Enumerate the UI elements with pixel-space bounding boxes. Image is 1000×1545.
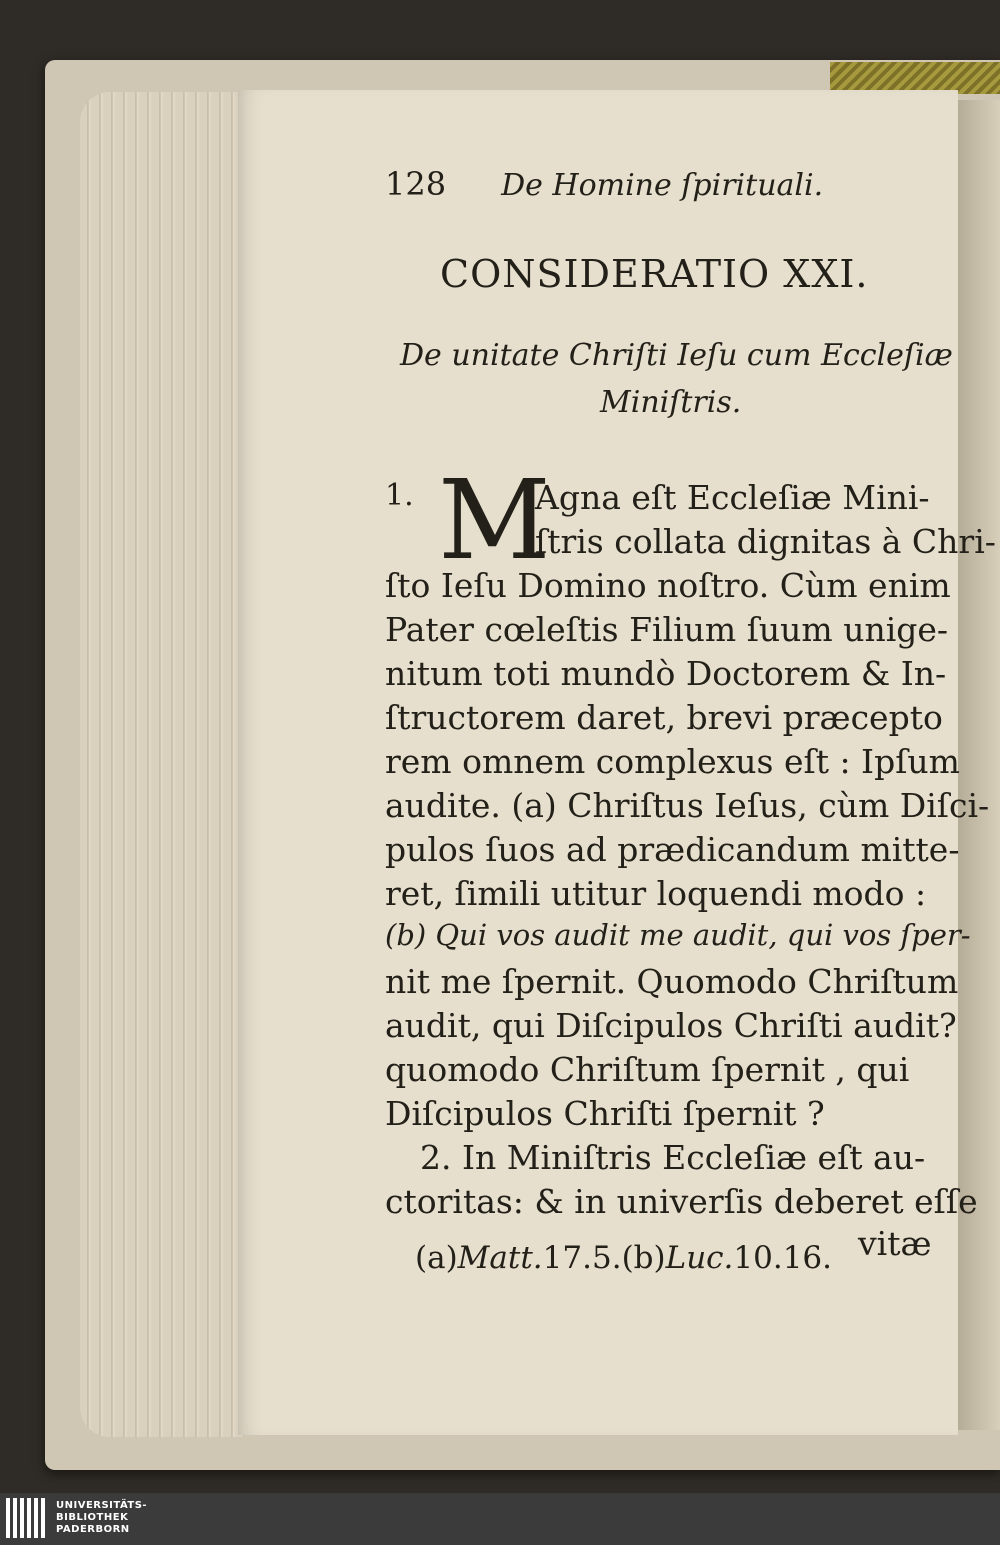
body-line: pulos ſuos ad prædicandum mitte- xyxy=(385,830,960,869)
body-line: ctoritas: & in univerſis deberet eſſe xyxy=(385,1182,978,1221)
body-line: ſto Ieſu Domino noſtro. Cùm enim xyxy=(385,566,951,605)
library-name-line-3: PADERBORN xyxy=(56,1524,130,1535)
chapter-subtitle-line-1: De unitate Chriſti Ieſu cum Eccleſiæ xyxy=(400,338,953,373)
footnote-a-num: 17.5. xyxy=(542,1240,622,1276)
footnote-a-ref: Matt. xyxy=(457,1240,543,1276)
page-number: 128 xyxy=(385,165,447,203)
running-title: De Homine ſpirituali. xyxy=(501,168,824,203)
running-head xyxy=(385,165,823,203)
body-line: ſtris collata dignitas à Chri- xyxy=(535,522,996,561)
catchword: vitæ xyxy=(858,1224,932,1263)
library-name-line-1: UNIVERSITÄTS- xyxy=(56,1500,148,1511)
library-logo-icon xyxy=(6,1498,46,1538)
body-line: ret, ſimili utitur loquendi modo : xyxy=(385,874,927,913)
body-line: audit, qui Diſcipulos Chriſti audit? xyxy=(385,1006,957,1045)
footnote-b-label: (b) xyxy=(621,1240,666,1276)
footnote-b-num: 10.16. xyxy=(733,1240,832,1276)
library-footer xyxy=(0,1493,1000,1545)
body-line: audite. (a) Chriſtus Ieſus, cùm Diſci- xyxy=(385,786,990,825)
library-name-line-2: BIBLIOTHEK xyxy=(56,1512,129,1523)
chapter-title: CONSIDERATIO XXI. xyxy=(440,252,869,296)
footnotes xyxy=(415,1240,832,1276)
body-line: nit me ſpernit. Quomodo Chriſtum xyxy=(385,962,959,1001)
body-line: quomodo Chriſtum ſpernit , qui xyxy=(385,1050,910,1089)
body-line: nitum toti mundò Doctorem & In- xyxy=(385,654,947,693)
footnote-a-label: (a) xyxy=(415,1240,458,1276)
drop-cap: M xyxy=(438,456,551,584)
body-line: rem omnem complexus eſt : Ipſum xyxy=(385,742,960,781)
chapter-subtitle-line-2: Miniſtris. xyxy=(600,385,742,420)
paragraph-number: 1. xyxy=(385,478,414,513)
footnote-b-ref: Luc. xyxy=(665,1240,734,1276)
body-line: Pater cœleſtis Filium ſuum unige- xyxy=(385,610,949,649)
body-line: ſtructorem daret, brevi præcepto xyxy=(385,698,943,737)
page-edges xyxy=(80,92,245,1437)
body-line: 2. In Miniſtris Eccleſiæ eſt au- xyxy=(420,1138,926,1177)
body-line: (b) Qui vos audit me audit, qui vos ſper- xyxy=(385,918,971,952)
body-line: Diſcipulos Chriſti ſpernit ? xyxy=(385,1094,825,1133)
body-line: Agna eſt Eccleſiæ Mini- xyxy=(535,478,930,517)
facing-page-edge xyxy=(955,100,1000,1430)
